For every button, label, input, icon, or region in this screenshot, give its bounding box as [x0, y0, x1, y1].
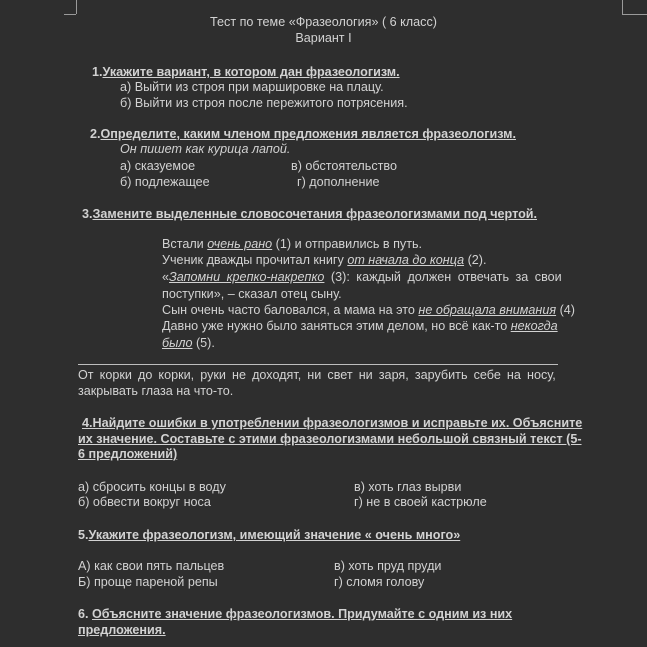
- question-number: 5.: [78, 528, 89, 542]
- question-number: 2.: [90, 127, 101, 141]
- option: а) сбросить концы в воду: [78, 480, 226, 494]
- highlighted-phrase: некогда: [510, 319, 558, 333]
- example-sentence: Он пишет как курица лапой.: [120, 142, 291, 156]
- page-corner-mark: [64, 0, 76, 15]
- question-prompt: Замените выделенные словосочетания фразеологизмами под чертой.: [92, 207, 538, 221]
- highlighted-phrase: очень рано: [207, 237, 273, 251]
- question-prompt: Укажите фразеологизм, имеющий значение « очень много»: [88, 528, 461, 542]
- question-5: [78, 528, 460, 543]
- question-3: [82, 207, 537, 222]
- variant-label: Вариант I: [295, 31, 352, 45]
- highlighted-phrase: Запомни крепко-накрепко: [169, 270, 325, 284]
- option: г) дополнение: [297, 175, 380, 189]
- option: б) подлежащее: [120, 175, 210, 189]
- option: а) сказуемое: [120, 159, 196, 173]
- question-prompt: Укажите вариант, в котором дан фразеологизм.: [102, 65, 400, 79]
- highlighted-phrase: от начала до конца: [347, 253, 465, 267]
- option: в) хоть глаз вырви: [354, 480, 462, 494]
- question-number: 3.: [82, 207, 93, 221]
- sentence-continuation: было (5).: [162, 336, 215, 350]
- question-number: 4.: [82, 416, 93, 430]
- question-2: [90, 127, 516, 142]
- option: в) обстоятельство: [291, 159, 397, 173]
- question-prompt: предложения.: [78, 623, 166, 637]
- question-1: [92, 65, 400, 80]
- option: г) не в своей кастрюле: [354, 495, 487, 509]
- option: а) Выйти из строя при маршировке на плацу.: [120, 80, 384, 94]
- highlighted-phrase: было: [162, 336, 193, 350]
- phrase-bank: От корки до корки, руки не доходят, ни свет ни заря, зарубить себе на носу,: [78, 368, 556, 382]
- highlighted-phrase: не обращала внимания: [418, 303, 557, 317]
- question-prompt: Объясните значение фразеологизмов. Придумайте с одним из них: [92, 607, 513, 621]
- page-corner-mark: [622, 0, 623, 14]
- question-4: [82, 416, 582, 431]
- option: г) сломя голову: [334, 575, 425, 589]
- question-prompt: их значение. Составьте с этими фразеологизмами небольшой связный текст (5-: [78, 432, 582, 446]
- option: в) хоть пруд пруди: [334, 559, 442, 573]
- question-prompt: 6 предложений): [78, 447, 178, 461]
- question-number: 6.: [78, 607, 93, 621]
- option: Б) проще пареной репы: [78, 575, 218, 589]
- question-6: [78, 607, 512, 622]
- question-prompt: Определите, каким членом предложения является фразеологизм.: [100, 127, 516, 141]
- test-title: Тест по теме «Фразеология» ( 6 класс): [210, 15, 437, 29]
- phrase-bank-continuation: закрывать глаза на что-то.: [78, 384, 234, 398]
- option: б) обвести вокруг носа: [78, 495, 211, 509]
- option: А) как свои пять пальцев: [78, 559, 225, 573]
- answer-line-divider: [78, 364, 558, 365]
- option: б) Выйти из строя после пережитого потрясения.: [120, 96, 408, 110]
- question-number: 1.: [92, 65, 103, 79]
- sentence-continuation: поступки», – сказал отец сыну.: [162, 287, 342, 301]
- page-corner-mark: [76, 0, 77, 14]
- question-prompt: Найдите ошибки в употреблении фразеологизмов и исправьте их. Объясните: [92, 416, 583, 430]
